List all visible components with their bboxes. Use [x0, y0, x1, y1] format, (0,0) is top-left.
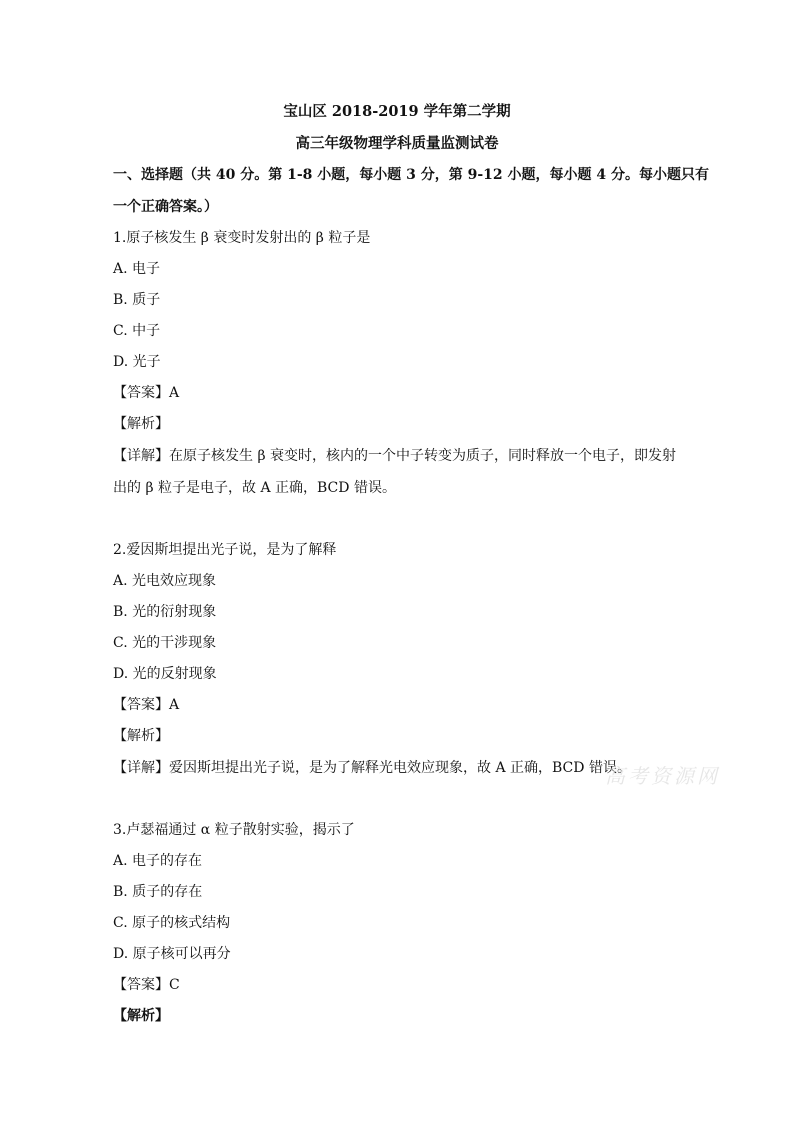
- question-1-answer: 【答案】A: [113, 385, 180, 401]
- question-1-stem: 1.原子核发生 β 衰变时发射出的 β 粒子是: [113, 230, 371, 246]
- question-2-option-c: C. 光的干涉现象: [113, 635, 217, 651]
- question-3-option-a: A. 电子的存在: [113, 853, 203, 869]
- question-2-option-d: D. 光的反射现象: [113, 666, 217, 682]
- question-3-analysis: 【解析】: [113, 1008, 169, 1024]
- question-3-stem: 3.卢瑟福通过 α 粒子散射实验，揭示了: [113, 822, 355, 838]
- question-1-detail: 【详解】在原子核发生 β 衰变时，核内的一个中子转变为质子，同时释放一个电子，即发射: [113, 448, 676, 464]
- question-1-option-d: D. 光子: [113, 354, 161, 370]
- question-2-answer: 【答案】A: [113, 697, 180, 713]
- question-3-answer: 【答案】C: [113, 977, 180, 993]
- question-2-stem: 2.爱因斯坦提出光子说，是为了解释: [113, 542, 337, 558]
- doc-subtitle: 高三年级物理学科质量监测试卷: [295, 135, 499, 152]
- question-1-option-b: B. 质子: [113, 292, 161, 308]
- question-1-option-a: A. 电子: [113, 261, 161, 277]
- question-1-detail-cont: 出的 β 粒子是电子，故 A 正确，BCD 错误。: [113, 480, 396, 496]
- doc-title: 宝山区 2018-2019 学年第二学期: [283, 103, 511, 120]
- question-3-option-d: D. 原子核可以再分: [113, 946, 231, 962]
- question-2-analysis: 【解析】: [113, 728, 169, 744]
- question-3-option-b: B. 质子的存在: [113, 884, 203, 900]
- section-heading-cont: 一个正确答案。）: [113, 199, 218, 215]
- question-1-analysis: 【解析】: [113, 416, 169, 432]
- question-1-option-c: C. 中子: [113, 323, 161, 339]
- question-2-option-a: A. 光电效应现象: [113, 573, 217, 589]
- question-3-option-c: C. 原子的核式结构: [113, 915, 231, 931]
- question-2-option-b: B. 光的衍射现象: [113, 604, 217, 620]
- section-heading: 一、选择题（共 40 分。第 1-8 小题，每小题 3 分，第 9-12 小题，每小题 4 分。每小题只有: [113, 167, 710, 183]
- question-2-detail: 【详解】爱因斯坦提出光子说，是为了解释光电效应现象，故 A 正确，BCD 错误。: [113, 760, 631, 776]
- watermark: 高考资源网: [605, 764, 720, 788]
